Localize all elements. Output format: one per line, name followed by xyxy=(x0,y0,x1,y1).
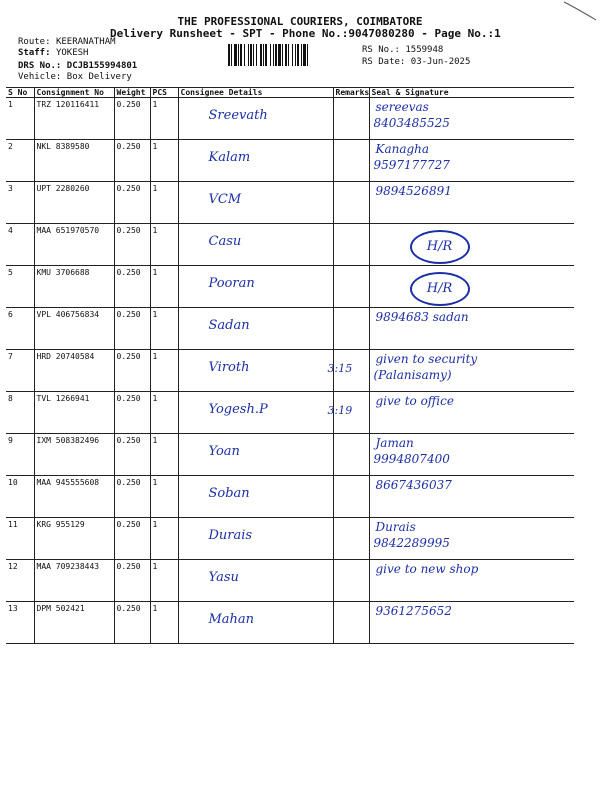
consignee-handwriting: Sadan xyxy=(208,318,250,333)
remarks-cell xyxy=(333,602,369,644)
remark-time-handwriting: 3:19 xyxy=(327,404,353,417)
staff-line xyxy=(18,48,88,58)
runsheet-title: THE PROFESSIONAL COURIERS, COIMBATORE xyxy=(177,15,423,28)
consignee-cell xyxy=(178,140,333,182)
table-row xyxy=(6,392,574,434)
consignee-cell xyxy=(178,224,333,266)
serial-number-cell: 13 xyxy=(6,602,34,644)
consignment-number-cell: DPM 502421 xyxy=(34,602,114,644)
signature-handwriting: Jaman xyxy=(375,436,414,450)
consignment-number-cell: HRD 20740584 xyxy=(34,350,114,392)
serial-number-cell: 7 xyxy=(6,350,34,392)
signature-phone-handwriting: 9842289995 xyxy=(373,536,450,550)
serial-number-cell: 10 xyxy=(6,476,34,518)
signature-handwriting: 9894683 sadan xyxy=(375,310,469,324)
table-header-row xyxy=(6,88,574,98)
table-row xyxy=(6,602,574,644)
pieces-cell: 1 xyxy=(150,266,178,308)
table-row xyxy=(6,476,574,518)
pieces-cell: 1 xyxy=(150,392,178,434)
remarks-cell xyxy=(327,350,369,392)
signature-handwriting: Kanagha xyxy=(375,142,430,156)
signature-handwriting: sereevas xyxy=(375,100,429,114)
consignee-handwriting: Yasu xyxy=(208,570,239,585)
table-row xyxy=(6,308,574,350)
signature-handwriting: given to security xyxy=(375,352,478,366)
serial-number-cell: 3 xyxy=(6,182,34,224)
table-row xyxy=(6,182,574,224)
signature-cell xyxy=(369,98,574,140)
consignee-handwriting: Casu xyxy=(208,234,242,249)
rs-date-value: 03-Jun-2025 xyxy=(410,57,471,67)
drs-label: DRS No.: xyxy=(18,61,62,71)
serial-number-cell: 2 xyxy=(6,140,34,182)
consignee-cell xyxy=(178,476,333,518)
consignee-handwriting: VCM xyxy=(208,192,242,207)
rs-date-label: RS Date: xyxy=(362,57,406,67)
table-row xyxy=(6,560,574,602)
signature-cell xyxy=(369,602,574,644)
remarks-cell xyxy=(333,182,369,224)
consignee-cell xyxy=(178,266,333,308)
signature-phone-handwriting: 9994807400 xyxy=(373,452,450,466)
remarks-cell xyxy=(333,518,369,560)
consignee-cell xyxy=(178,518,333,560)
consignment-number-cell: TRZ 120116411 xyxy=(34,98,114,140)
consignee-handwriting: Durais xyxy=(208,528,253,543)
rs-date-line xyxy=(362,57,470,67)
header-signature: Seal & Signature xyxy=(369,88,574,98)
route-line xyxy=(18,37,116,47)
consignee-cell xyxy=(178,602,333,644)
header-pcs: PCS xyxy=(150,88,178,98)
consignee-cell xyxy=(178,434,333,476)
circled-stamp: H/R xyxy=(410,230,470,264)
signature-handwriting: give to new shop xyxy=(375,562,479,576)
weight-cell: 0.250 xyxy=(114,392,150,434)
weight-cell: 0.250 xyxy=(114,434,150,476)
pieces-cell: 1 xyxy=(150,98,178,140)
circled-stamp: H/R xyxy=(410,272,470,306)
signature-cell xyxy=(369,518,574,560)
consignment-number-cell: NKL 8389580 xyxy=(34,140,114,182)
rs-no-label: RS No.: xyxy=(362,45,400,55)
consignee-handwriting: Viroth xyxy=(208,360,250,375)
consignee-handwriting: Mahan xyxy=(208,612,255,627)
consignee-cell xyxy=(178,392,333,434)
weight-cell: 0.250 xyxy=(114,476,150,518)
pieces-cell: 1 xyxy=(150,434,178,476)
table-row xyxy=(6,98,574,140)
consignee-handwriting: Yoan xyxy=(208,444,240,459)
table-row xyxy=(6,434,574,476)
barcode-image xyxy=(228,44,350,66)
remarks-cell xyxy=(333,560,369,602)
table-row xyxy=(6,350,574,392)
remarks-cell xyxy=(327,392,369,434)
signature-cell xyxy=(369,224,574,266)
weight-cell: 0.250 xyxy=(114,560,150,602)
drs-line xyxy=(18,61,137,71)
consignment-number-cell: TVL 1266941 xyxy=(34,392,114,434)
consignee-cell xyxy=(178,98,333,140)
table-row xyxy=(6,140,574,182)
table-row xyxy=(6,518,574,560)
signature-cell xyxy=(369,392,574,434)
table-row xyxy=(6,224,574,266)
weight-cell: 0.250 xyxy=(114,140,150,182)
signature-cell xyxy=(369,350,574,392)
signature-handwriting: 9894526891 xyxy=(375,184,452,198)
vehicle-line xyxy=(18,72,132,82)
serial-number-cell: 5 xyxy=(6,266,34,308)
signature-cell xyxy=(369,308,574,350)
drs-value: DCJB155994801 xyxy=(66,61,138,71)
header-sno: S No xyxy=(6,88,34,98)
pieces-cell: 1 xyxy=(150,308,178,350)
signature-handwriting: 8667436037 xyxy=(375,478,452,492)
runsheet-table xyxy=(6,87,574,644)
pen-stroke-mark xyxy=(562,0,598,22)
consignment-number-cell: MAA 651970570 xyxy=(34,224,114,266)
signature-handwriting: 9361275652 xyxy=(375,604,452,618)
consignment-number-cell: KRG 955129 xyxy=(34,518,114,560)
table-row xyxy=(6,266,574,308)
serial-number-cell: 11 xyxy=(6,518,34,560)
consignment-number-cell: MAA 945555608 xyxy=(34,476,114,518)
pieces-cell: 1 xyxy=(150,140,178,182)
header-weight: Weight xyxy=(114,88,150,98)
route-label: Route: xyxy=(18,37,51,47)
consignment-number-cell: VPL 406756834 xyxy=(34,308,114,350)
remarks-cell xyxy=(333,224,369,266)
signature-handwriting: Durais xyxy=(375,520,416,534)
signature-phone-handwriting: (Palanisamy) xyxy=(373,368,452,382)
weight-cell: 0.250 xyxy=(114,224,150,266)
consignee-handwriting: Pooran xyxy=(208,276,255,291)
consignee-handwriting: Sreevath xyxy=(208,108,268,123)
consignment-number-cell: MAA 709238443 xyxy=(34,560,114,602)
serial-number-cell: 1 xyxy=(6,98,34,140)
consignment-number-cell: UPT 2280260 xyxy=(34,182,114,224)
signature-cell xyxy=(369,560,574,602)
pieces-cell: 1 xyxy=(150,182,178,224)
pieces-cell: 1 xyxy=(150,602,178,644)
weight-cell: 0.250 xyxy=(114,182,150,224)
remarks-cell xyxy=(333,266,369,308)
pieces-cell: 1 xyxy=(150,350,178,392)
consignment-number-cell: IXM 508382496 xyxy=(34,434,114,476)
vehicle-value: Box Delivery xyxy=(66,72,132,82)
consignee-handwriting: Yogesh.P xyxy=(208,402,268,417)
weight-cell: 0.250 xyxy=(114,518,150,560)
consignee-handwriting: Soban xyxy=(208,486,250,501)
serial-number-cell: 12 xyxy=(6,560,34,602)
weight-cell: 0.250 xyxy=(114,602,150,644)
remarks-cell xyxy=(333,476,369,518)
runsheet-subtitle: Delivery Runsheet - SPT - Phone No.:9047080280 - Page No.:1 xyxy=(110,27,501,40)
rs-no-line xyxy=(362,45,443,55)
signature-phone-handwriting: 8403485525 xyxy=(373,116,450,130)
consignee-cell xyxy=(178,182,333,224)
header-consignee: Consignee Details xyxy=(178,88,333,98)
weight-cell: 0.250 xyxy=(114,98,150,140)
header-remarks: Remarks xyxy=(333,88,369,98)
staff-value: YOKESH xyxy=(55,48,89,58)
serial-number-cell: 8 xyxy=(6,392,34,434)
staff-label: Staff: xyxy=(18,48,51,58)
weight-cell: 0.250 xyxy=(114,308,150,350)
weight-cell: 0.250 xyxy=(114,266,150,308)
remarks-cell xyxy=(333,98,369,140)
serial-number-cell: 6 xyxy=(6,308,34,350)
signature-cell xyxy=(369,140,574,182)
pieces-cell: 1 xyxy=(150,560,178,602)
route-value: KEERANATHAM xyxy=(55,37,116,47)
signature-cell xyxy=(369,434,574,476)
vehicle-label: Vehicle: xyxy=(18,72,62,82)
consignee-cell xyxy=(178,308,333,350)
weight-cell: 0.250 xyxy=(114,350,150,392)
pieces-cell: 1 xyxy=(150,476,178,518)
serial-number-cell: 4 xyxy=(6,224,34,266)
remarks-cell xyxy=(333,434,369,476)
remark-time-handwriting: 3:15 xyxy=(327,362,353,375)
consignment-number-cell: KMU 3706688 xyxy=(34,266,114,308)
pieces-cell: 1 xyxy=(150,224,178,266)
signature-handwriting: give to office xyxy=(375,394,454,408)
consignee-handwriting: Kalam xyxy=(208,150,251,165)
consignee-cell xyxy=(178,560,333,602)
rs-no-value: 1559948 xyxy=(405,45,444,55)
signature-phone-handwriting: 9597177727 xyxy=(373,158,450,172)
signature-cell xyxy=(369,266,574,308)
header-consignment: Consignment No xyxy=(34,88,114,98)
remarks-cell xyxy=(333,308,369,350)
signature-cell xyxy=(369,182,574,224)
remarks-cell xyxy=(333,140,369,182)
consignee-cell xyxy=(178,350,333,392)
signature-cell xyxy=(369,476,574,518)
pieces-cell: 1 xyxy=(150,518,178,560)
serial-number-cell: 9 xyxy=(6,434,34,476)
